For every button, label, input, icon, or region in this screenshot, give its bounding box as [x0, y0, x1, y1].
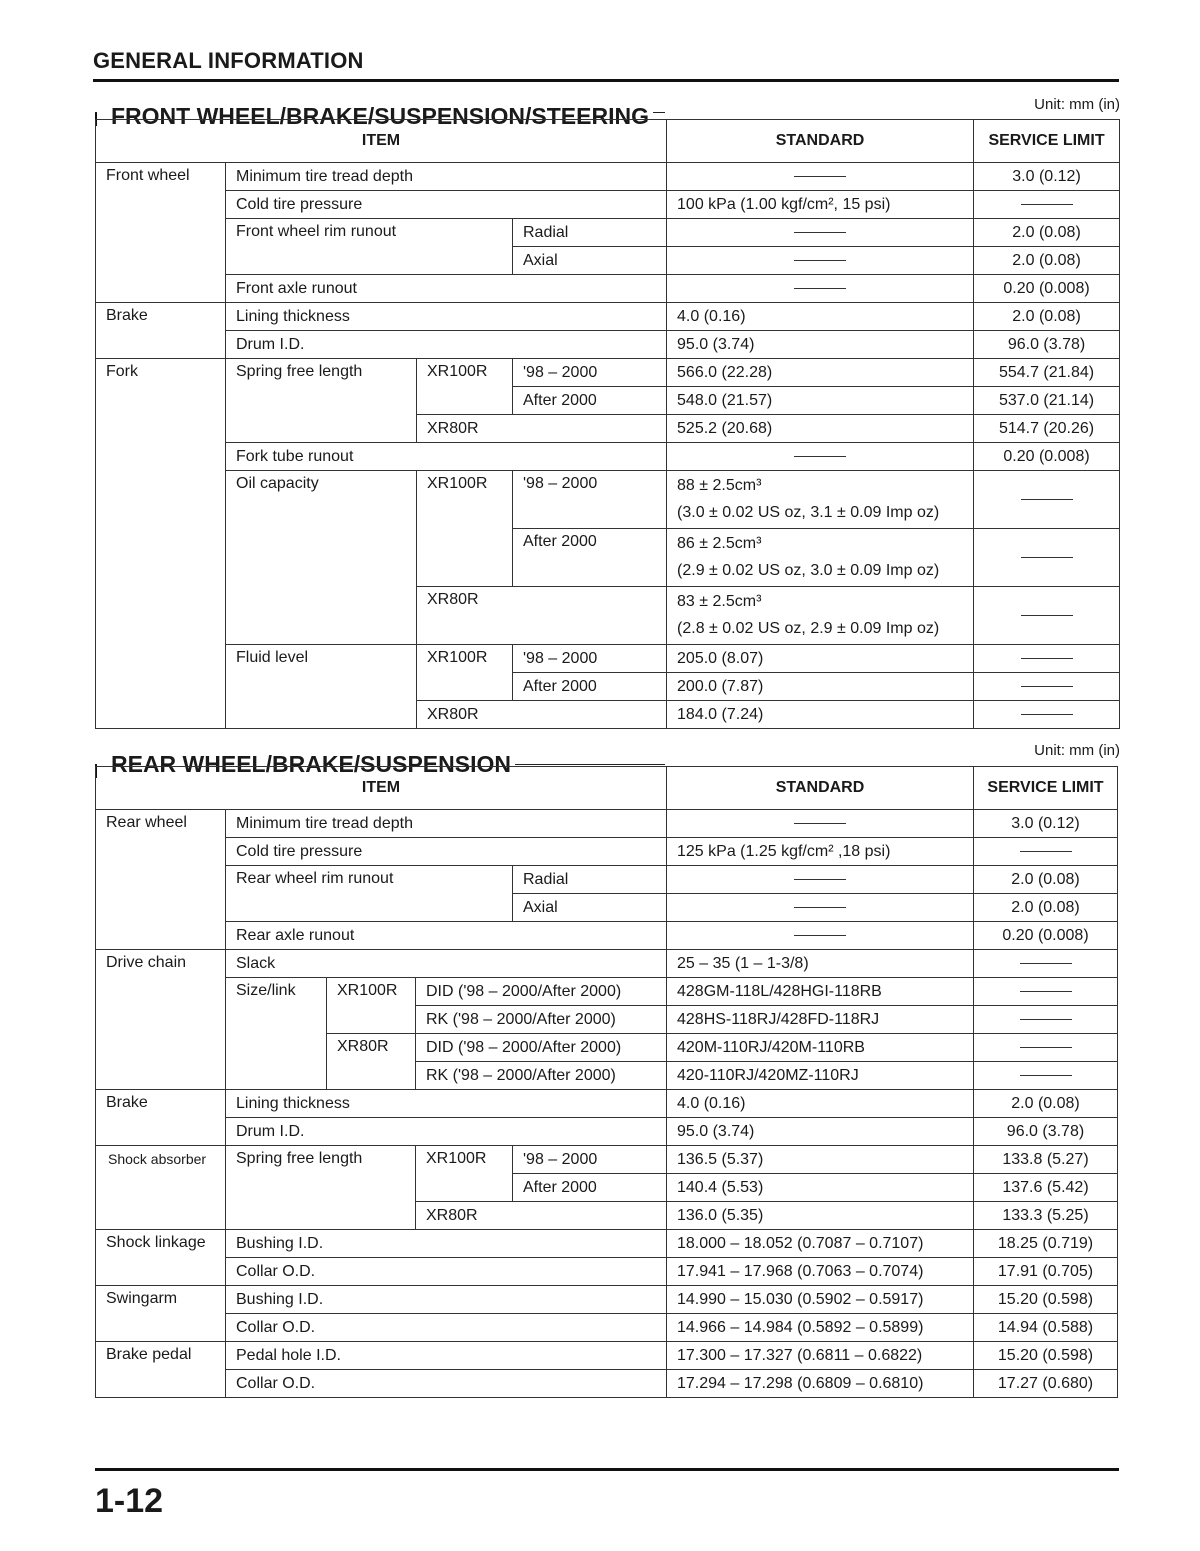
standard-value: 140.4 (5.53)	[667, 1174, 974, 1202]
year-label: '98 – 2000	[513, 645, 667, 673]
group-drive-chain: Drive chain	[96, 950, 226, 1090]
limit-none	[974, 1034, 1118, 1062]
table-row	[96, 838, 1118, 866]
standard-value: 428GM-118L/428HGI-118RB	[667, 978, 974, 1006]
standard-value: 100 kPa (1.00 kgf/cm², 15 psi)	[667, 191, 974, 219]
table-row	[96, 810, 1118, 838]
item-label: Spring free length	[226, 359, 417, 443]
table-header-row	[96, 120, 1120, 163]
standard-value: 566.0 (22.28)	[667, 359, 974, 387]
limit-value: 18.25 (0.719)	[974, 1230, 1118, 1258]
standard-value: 205.0 (8.07)	[667, 645, 974, 673]
limit-none	[974, 978, 1118, 1006]
oil-volume-oz: (2.8 ± 0.02 US oz, 2.9 ± 0.09 Imp oz)	[677, 620, 940, 637]
standard-value: 14.990 – 15.030 (0.5902 – 0.5917)	[667, 1286, 974, 1314]
year-label: '98 – 2000	[513, 359, 667, 387]
year-label: '98 – 2000	[513, 471, 667, 529]
item-label: Fork tube runout	[226, 443, 667, 471]
standard-none	[667, 247, 974, 275]
item-label: Drum I.D.	[226, 331, 667, 359]
year-label: After 2000	[513, 673, 667, 701]
item-label: Cold tire pressure	[226, 838, 667, 866]
limit-none	[974, 950, 1118, 978]
limit-value: 554.7 (21.84)	[974, 359, 1120, 387]
col-header-standard: STANDARD	[667, 120, 974, 163]
item-label: Front wheel rim runout	[226, 219, 513, 275]
standard-value: 95.0 (3.74)	[667, 331, 974, 359]
limit-value: 514.7 (20.26)	[974, 415, 1120, 443]
standard-none	[667, 163, 974, 191]
standard-value: 17.941 – 17.968 (0.7063 – 0.7074)	[667, 1258, 974, 1286]
item-label: Bushing I.D.	[226, 1286, 667, 1314]
rear-spec-table	[95, 766, 1118, 1398]
oil-volume: 88 ± 2.5cm³	[677, 477, 762, 494]
item-label: Fluid level	[226, 645, 417, 729]
item-label: Collar O.D.	[226, 1370, 667, 1398]
group-shock-linkage: Shock linkage	[96, 1230, 226, 1286]
limit-value: 0.20 (0.008)	[974, 275, 1120, 303]
standard-none	[667, 894, 974, 922]
limit-value: 2.0 (0.08)	[974, 866, 1118, 894]
model-label: XR100R	[327, 978, 416, 1034]
oil-volume-oz: (2.9 ± 0.02 US oz, 3.0 ± 0.09 Imp oz)	[677, 562, 940, 579]
oil-volume: 86 ± 2.5cm³	[677, 535, 762, 552]
item-label: Bushing I.D.	[226, 1230, 667, 1258]
table-row	[96, 191, 1120, 219]
group-shock-absorber: Shock absorber	[96, 1146, 226, 1230]
limit-value: 2.0 (0.08)	[974, 1090, 1118, 1118]
standard-value	[667, 529, 974, 587]
table-row	[96, 1286, 1118, 1314]
page-number: 1-12	[95, 1482, 164, 1520]
col-header-service-limit: SERVICE LIMIT	[974, 767, 1118, 810]
table-row	[96, 303, 1120, 331]
item-label: Spring free length	[226, 1146, 416, 1230]
limit-value: 96.0 (3.78)	[974, 331, 1120, 359]
item-label: Minimum tire tread depth	[226, 810, 667, 838]
col-header-service-limit: SERVICE LIMIT	[974, 120, 1120, 163]
model-label: XR80R	[417, 701, 667, 729]
group-fork: Fork	[96, 359, 226, 729]
standard-none	[667, 219, 974, 247]
standard-value: 18.000 – 18.052 (0.7087 – 0.7107)	[667, 1230, 974, 1258]
limit-value: 2.0 (0.08)	[974, 894, 1118, 922]
chain-maker: DID ('98 – 2000/After 2000)	[416, 1034, 667, 1062]
item-label: Rear axle runout	[226, 922, 667, 950]
sub-label: Radial	[513, 219, 667, 247]
limit-value: 2.0 (0.08)	[974, 247, 1120, 275]
model-label: XR100R	[417, 645, 513, 701]
table-header-row	[96, 767, 1118, 810]
standard-value: 548.0 (21.57)	[667, 387, 974, 415]
table-row	[96, 866, 1118, 894]
col-header-item: ITEM	[96, 767, 667, 810]
item-label: Collar O.D.	[226, 1258, 667, 1286]
standard-none	[667, 922, 974, 950]
year-label: After 2000	[513, 1174, 667, 1202]
limit-none	[974, 529, 1120, 587]
limit-value: 133.8 (5.27)	[974, 1146, 1118, 1174]
header-rule	[93, 79, 1119, 82]
standard-value	[667, 587, 974, 645]
limit-none	[974, 471, 1120, 529]
item-label: Cold tire pressure	[226, 191, 667, 219]
sub-label: Radial	[513, 866, 667, 894]
standard-value: 200.0 (7.87)	[667, 673, 974, 701]
standard-value: 25 – 35 (1 – 1-3/8)	[667, 950, 974, 978]
standard-none	[667, 810, 974, 838]
year-label: After 2000	[513, 387, 667, 415]
limit-none	[974, 645, 1120, 673]
limit-value: 137.6 (5.42)	[974, 1174, 1118, 1202]
standard-none	[667, 866, 974, 894]
item-label: Lining thickness	[226, 303, 667, 331]
chain-maker: DID ('98 – 2000/After 2000)	[416, 978, 667, 1006]
table-row	[96, 331, 1120, 359]
limit-value: 17.27 (0.680)	[974, 1370, 1118, 1398]
standard-value: 4.0 (0.16)	[667, 1090, 974, 1118]
front-unit-label: Unit: mm (in)	[1034, 96, 1120, 113]
standard-none	[667, 275, 974, 303]
rear-unit-label: Unit: mm (in)	[1034, 742, 1120, 759]
standard-value: 428HS-118RJ/428FD-118RJ	[667, 1006, 974, 1034]
limit-value: 2.0 (0.08)	[974, 219, 1120, 247]
standard-none	[667, 443, 974, 471]
standard-value: 420M-110RJ/420M-110RB	[667, 1034, 974, 1062]
standard-value: 95.0 (3.74)	[667, 1118, 974, 1146]
item-label: Drum I.D.	[226, 1118, 667, 1146]
limit-value: 0.20 (0.008)	[974, 443, 1120, 471]
item-label: Minimum tire tread depth	[226, 163, 667, 191]
model-label: XR80R	[417, 415, 667, 443]
limit-value: 3.0 (0.12)	[974, 810, 1118, 838]
model-label: XR100R	[417, 359, 513, 415]
chain-maker: RK ('98 – 2000/After 2000)	[416, 1062, 667, 1090]
group-brake-pedal: Brake pedal	[96, 1342, 226, 1398]
standard-value: 125 kPa (1.25 kgf/cm² ,18 psi)	[667, 838, 974, 866]
table-row	[96, 978, 1118, 1006]
table-row	[96, 645, 1120, 673]
limit-value: 2.0 (0.08)	[974, 303, 1120, 331]
limit-none	[974, 838, 1118, 866]
group-swingarm: Swingarm	[96, 1286, 226, 1342]
model-label: XR80R	[416, 1202, 667, 1230]
table-row	[96, 1230, 1118, 1258]
standard-value: 4.0 (0.16)	[667, 303, 974, 331]
item-label: Size/link	[226, 978, 327, 1090]
col-header-item: ITEM	[96, 120, 667, 163]
group-brake: Brake	[96, 1090, 226, 1146]
standard-value: 525.2 (20.68)	[667, 415, 974, 443]
year-label: After 2000	[513, 529, 667, 587]
footer-rule	[95, 1468, 1119, 1471]
oil-volume-oz: (3.0 ± 0.02 US oz, 3.1 ± 0.09 Imp oz)	[677, 504, 940, 521]
item-label: Oil capacity	[226, 471, 417, 645]
limit-none	[974, 587, 1120, 645]
model-label: XR80R	[417, 587, 667, 645]
table-row	[96, 1258, 1118, 1286]
standard-value: 17.294 – 17.298 (0.6809 – 0.6810)	[667, 1370, 974, 1398]
standard-value: 420-110RJ/420MZ-110RJ	[667, 1062, 974, 1090]
item-label: Lining thickness	[226, 1090, 667, 1118]
table-row	[96, 219, 1120, 247]
table-row	[96, 922, 1118, 950]
table-row	[96, 443, 1120, 471]
limit-none	[974, 701, 1120, 729]
limit-value: 15.20 (0.598)	[974, 1342, 1118, 1370]
limit-value: 3.0 (0.12)	[974, 163, 1120, 191]
limit-value: 96.0 (3.78)	[974, 1118, 1118, 1146]
front-section-title: FRONT WHEEL/BRAKE/SUSPENSION/STEERING	[97, 103, 653, 130]
table-row	[96, 275, 1120, 303]
table-row	[96, 1118, 1118, 1146]
limit-none	[974, 1062, 1118, 1090]
standard-value: 136.5 (5.37)	[667, 1146, 974, 1174]
item-label: Front axle runout	[226, 275, 667, 303]
table-row	[96, 1370, 1118, 1398]
limit-value: 14.94 (0.588)	[974, 1314, 1118, 1342]
standard-value: 184.0 (7.24)	[667, 701, 974, 729]
col-header-standard: STANDARD	[667, 767, 974, 810]
rear-section-title: REAR WHEEL/BRAKE/SUSPENSION	[97, 751, 515, 778]
group-brake: Brake	[96, 303, 226, 359]
standard-value: 136.0 (5.35)	[667, 1202, 974, 1230]
sub-label: Axial	[513, 894, 667, 922]
limit-value: 15.20 (0.598)	[974, 1286, 1118, 1314]
item-label: Collar O.D.	[226, 1314, 667, 1342]
sub-label: Axial	[513, 247, 667, 275]
item-label: Slack	[226, 950, 667, 978]
limit-value: 0.20 (0.008)	[974, 922, 1118, 950]
limit-value: 133.3 (5.25)	[974, 1202, 1118, 1230]
group-front-wheel: Front wheel	[96, 163, 226, 303]
oil-volume: 83 ± 2.5cm³	[677, 593, 762, 610]
year-label: '98 – 2000	[513, 1146, 667, 1174]
table-row	[96, 1314, 1118, 1342]
limit-none	[974, 1006, 1118, 1034]
model-label: XR100R	[417, 471, 513, 587]
table-row	[96, 359, 1120, 387]
model-label: XR80R	[327, 1034, 416, 1090]
standard-value	[667, 471, 974, 529]
item-label: Pedal hole I.D.	[226, 1342, 667, 1370]
table-row	[96, 1090, 1118, 1118]
table-row	[96, 950, 1118, 978]
front-spec-table	[95, 119, 1120, 729]
limit-value: 537.0 (21.14)	[974, 387, 1120, 415]
chain-maker: RK ('98 – 2000/After 2000)	[416, 1006, 667, 1034]
table-row	[96, 1342, 1118, 1370]
group-rear-wheel: Rear wheel	[96, 810, 226, 950]
table-row	[96, 163, 1120, 191]
standard-value: 14.966 – 14.984 (0.5892 – 0.5899)	[667, 1314, 974, 1342]
page-header-title: GENERAL INFORMATION	[93, 48, 364, 73]
standard-value: 17.300 – 17.327 (0.6811 – 0.6822)	[667, 1342, 974, 1370]
model-label: XR100R	[416, 1146, 513, 1202]
item-label: Rear wheel rim runout	[226, 866, 513, 922]
table-row	[96, 471, 1120, 529]
table-row	[96, 1146, 1118, 1174]
limit-value: 17.91 (0.705)	[974, 1258, 1118, 1286]
limit-none	[974, 673, 1120, 701]
limit-none	[974, 191, 1120, 219]
